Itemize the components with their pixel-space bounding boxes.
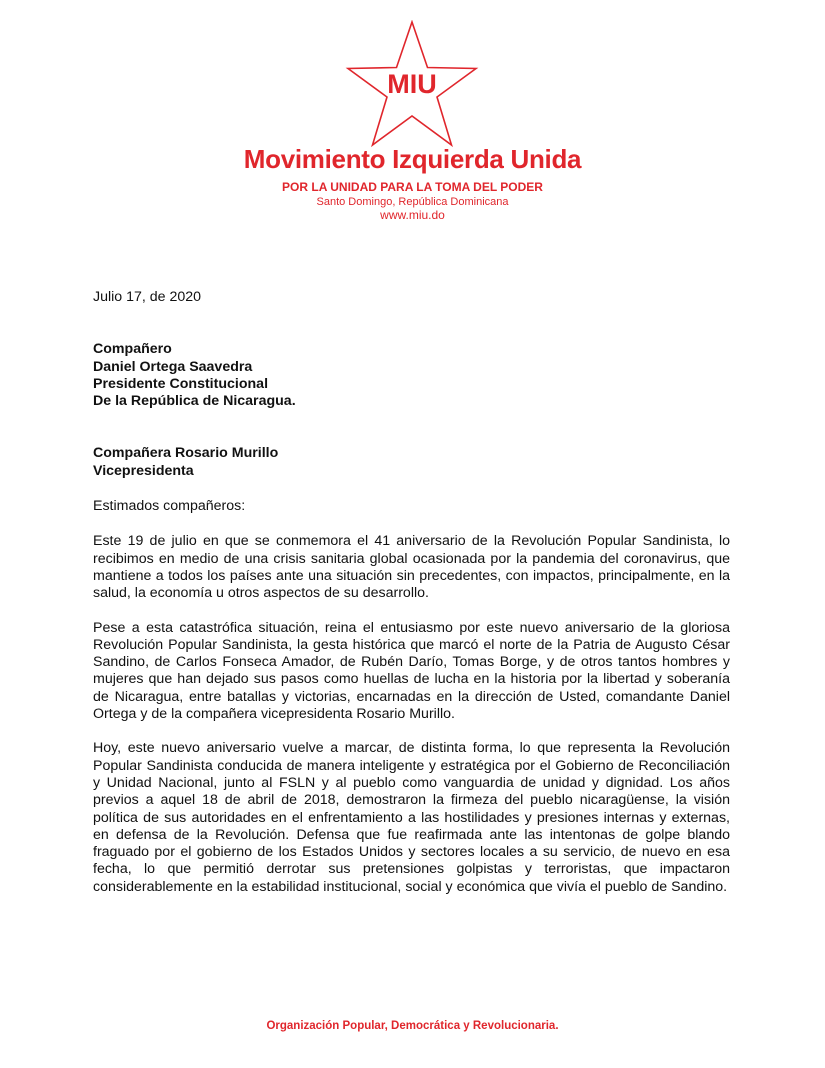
letterhead: [0, 0, 825, 225]
letter-date: Julio 17, de 2020: [93, 289, 202, 305]
letter-greeting: Estimados compañeros:: [93, 498, 246, 515]
letter-paragraph: Hoy, este nuevo aniversario vuelve a marcar, de distinta forma, lo que representa la Revolución Popular Sandinista conducida de manera inteligente y estratégica por el Gobierno de Reconciliación y Unidad Nacional, junto al FSLN y al pueblo como vanguardia de unidad y dignidad. Los años previos a aquel 18 de abril de 2018, demostraron la firmeza del pueblo nicaragüense, la visión política de sus autoridades en el enfrentamiento a las hostilidades y presiones internas y externas, en defensa de la Revolución. Defensa que fue reafirmada ante las intentonas de golpe blando fraguado por el gobierno de los Estados Unidos y sectores locales a su servicio, de nuevo en esa fecha, lo que permitió derrotar sus pretensiones golpistas y terroristas, que impactaron considerablemente en la estabilidad institucional, social y económica que vivía el pueblo de Sandino.: [93, 740, 730, 895]
letter-paragraph: Pese a esta catastrófica situación, reina el entusiasmo por este nuevo aniversario de la gloriosa Revolución Popular Sandinista, la gesta histórica que marcó el norte de la Patria de Augusto César Sandino, de Carlos Fonseca Amador, de Rubén Darío, Tomas Borge, y de otros tantos hombres y mujeres que han dejado sus pasos como huellas de lucha en la historia por la libertad y soberanía de Nicaragua, entre batallas y victorias, encarnadas en la dirección de Usted, comandante Daniel Ortega y de la compañera vicepresidenta Rosario Murillo.: [93, 619, 730, 723]
org-location: Santo Domingo, República Dominicana: [316, 196, 509, 208]
org-website: www.miu.do: [380, 208, 445, 220]
addressee-line: Presidente Constitucional: [93, 375, 269, 392]
letter-paragraph: Este 19 de julio en que se conmemora el 41 aniversario de la Revolución Popular Sandinista, lo recibimos en medio de una crisis sanitaria global ocasionada por la pandemia del coronavirus, que mantiene a todos los países ante una situación sin precedentes, con impactos, principalmente, en la salud, la economía u otros aspectos de su desarrollo.: [93, 533, 730, 602]
star-logo-icon: [344, 20, 480, 150]
addressee-line: De la República de Nicaragua.: [93, 393, 296, 410]
addressee-line: Vicepresidenta: [93, 462, 194, 479]
addressee-block: [93, 341, 730, 410]
footer-tagline: Organización Popular, Democrática y Revolucionaria.: [266, 1020, 559, 1032]
letter-body: [93, 289, 730, 913]
org-slogan: POR LA UNIDAD PARA LA TOMA DEL PODER: [282, 180, 543, 194]
logo-text: MIU: [387, 69, 437, 99]
addressee-line: Compañera Rosario Murillo: [93, 445, 279, 462]
addressee-line: Daniel Ortega Saavedra: [93, 358, 253, 375]
addressee-line: Compañero: [93, 341, 172, 358]
org-name: Movimiento Izquierda Unida: [243, 144, 582, 174]
second-addressee-block: [93, 445, 730, 480]
